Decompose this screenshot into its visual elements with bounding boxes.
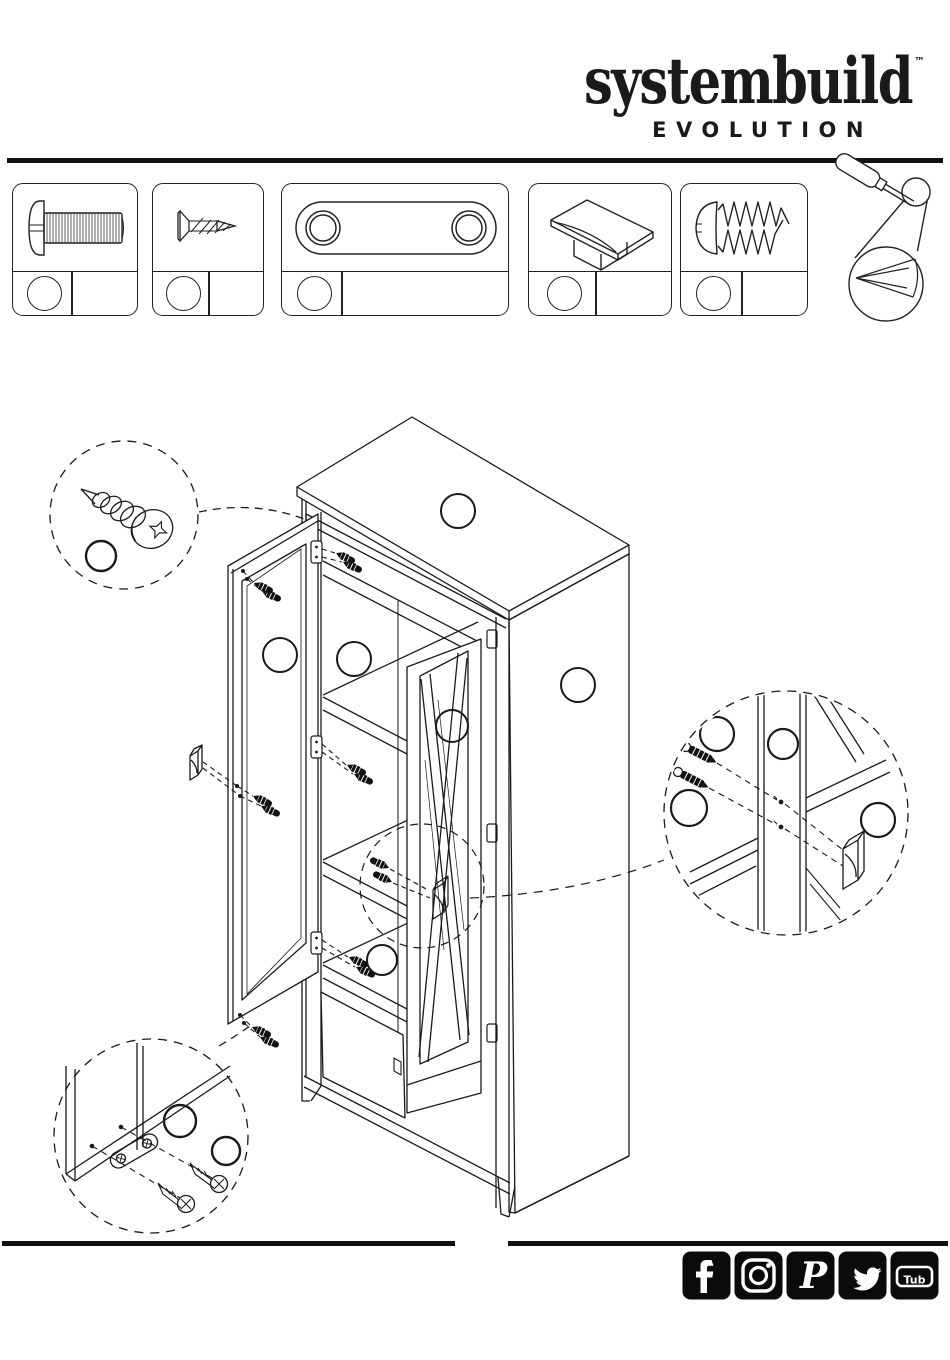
callout-strap-detail xyxy=(54,1026,250,1233)
youtube-icon xyxy=(890,1251,939,1300)
youtube-label: Tub xyxy=(903,1273,926,1287)
phillips-screwdriver-icon xyxy=(833,151,930,321)
brand-name: systembuild xyxy=(584,44,912,119)
social-icons-row xyxy=(682,1251,939,1300)
right-side-panel xyxy=(509,554,629,1213)
footer-divider-rule-left xyxy=(2,1241,455,1246)
instagram-icon xyxy=(734,1251,783,1300)
left-door xyxy=(190,514,318,1049)
front-right-leg xyxy=(498,1177,515,1217)
svg-text:P: P xyxy=(800,1255,828,1297)
door-knob xyxy=(190,745,202,780)
trademark-symbol: ™ xyxy=(914,55,925,68)
callout-catch-detail xyxy=(664,688,908,940)
glass-cross-door xyxy=(407,639,481,1113)
footer-divider-rule-right xyxy=(508,1241,948,1246)
brand-subbrand: EVOLUTION xyxy=(652,118,873,142)
pinterest-icon xyxy=(786,1251,835,1300)
callout-leader xyxy=(219,1026,250,1046)
twitter-icon xyxy=(838,1251,887,1300)
lower-panel xyxy=(321,992,405,1118)
facebook-icon xyxy=(682,1251,731,1300)
label-circle-back-panel xyxy=(337,642,371,676)
callout-leader xyxy=(199,508,307,521)
label-circle-bottom-shelf xyxy=(367,945,397,975)
